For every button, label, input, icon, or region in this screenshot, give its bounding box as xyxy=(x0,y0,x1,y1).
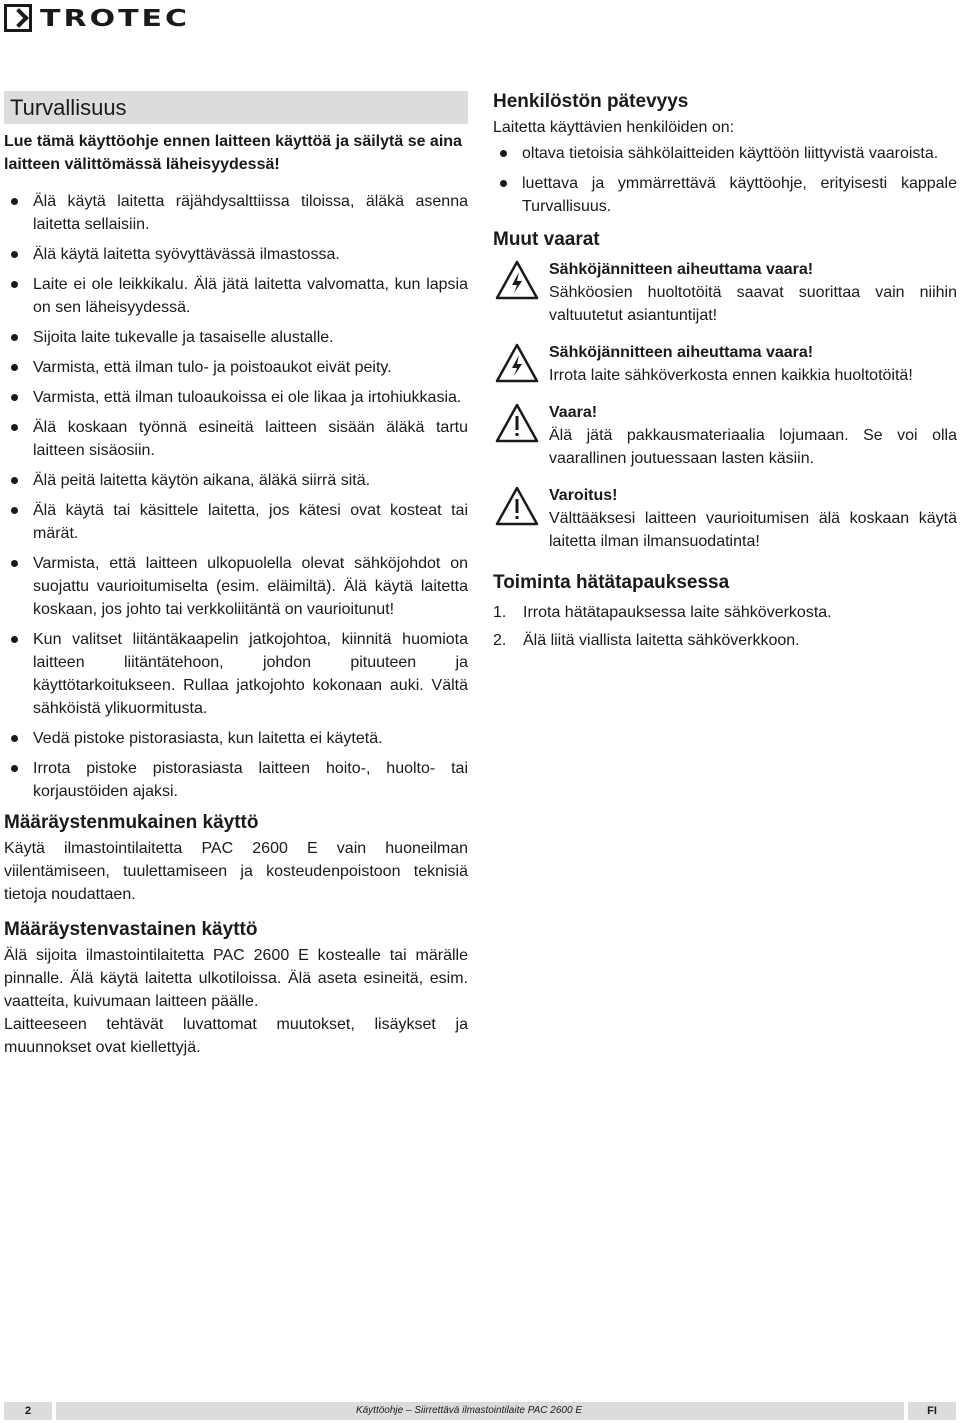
safety-list xyxy=(4,190,468,803)
list-item: Älä käytä laitetta räjähdysalttiissa tiloissa, äläkä asenna laitetta sellaisiin. xyxy=(4,190,468,236)
warning-text: Välttääksesi laitteen vaurioitumisen älä koskaan käytä laitetta ilman ilmansuodatinta! xyxy=(549,510,957,550)
bullet-icon xyxy=(11,281,18,288)
bullet-icon xyxy=(11,560,18,567)
warning-block xyxy=(493,258,957,327)
logo-mark-icon xyxy=(4,4,32,32)
warning-title: Vaara! xyxy=(549,404,598,421)
improper-use-heading: Määräystenvastainen käyttö xyxy=(4,919,258,940)
list-item: Varmista, että ilman tulo- ja poistoaukot eivät peity. xyxy=(4,356,468,379)
bullet-icon xyxy=(500,180,507,187)
warning-title: Sähköjännitteen aiheuttama vaara! xyxy=(549,344,814,361)
intended-use-text: Käytä ilmastointilaitetta PAC 2600 E vain huoneilman viilentämiseen, tuulettamiseen ja kosteudenpoistoon teknisiä tietoja noudattaen. xyxy=(4,840,468,903)
bullet-icon xyxy=(11,636,18,643)
qualification-heading: Henkilöstön pätevyys xyxy=(493,91,689,112)
warning-title: Sähköjännitteen aiheuttama vaara! xyxy=(549,261,814,278)
bullet-icon xyxy=(11,251,18,258)
list-item: Varmista, että laitteen ulkopuolella olevat sähköjohdot on suojattu vaurioitumiselta (esim. eläimiltä). Älä käytä laitetta koskaan, jos johto tai verkkoliitäntä on vaurioitunut! xyxy=(4,552,468,621)
list-item: Kun valitset liitäntäkaapelin jatkojohtoa, kiinnitä huomiota laitteen liitäntätehoon, johdon pituuteen ja käyttötarkoitukseen. Rullaa jatkojohto kokonaan auki. Vältä sähköistä ylikuormitusta. xyxy=(4,628,468,720)
list-item: Älä käytä tai käsittele laitetta, jos kätesi ovat kosteat tai märät. xyxy=(4,499,468,545)
left-column xyxy=(4,91,468,1059)
list-item: Älä koskaan työnnä esineitä laitteen sisään äläkä tartu laitteen sisäosiin. xyxy=(4,416,468,462)
list-item: 1. Irrota hätätapauksessa laite sähköverkosta. xyxy=(493,604,832,621)
bullet-icon xyxy=(500,150,507,157)
other-hazards-heading: Muut vaarat xyxy=(493,229,600,250)
warning-block xyxy=(493,341,957,387)
safety-intro: Lue tämä käyttöohje ennen laitteen käyttöä ja säilytä se aina laitteen välittömässä läheisyydessä! xyxy=(4,133,462,173)
trotec-logo xyxy=(4,4,190,32)
footer-title: Käyttöohje – Siirrettävä ilmastointilaite PAC 2600 E xyxy=(56,1402,904,1420)
list-item: Älä peitä laitetta käytön aikana, äläkä siirrä sitä. xyxy=(4,469,468,492)
list-item: Vedä pistoke pistorasiasta, kun laitetta ei käytetä. xyxy=(4,727,468,750)
bullet-icon xyxy=(11,198,18,205)
list-item: Sijoita laite tukevalle ja tasaiselle alustalle. xyxy=(4,326,468,349)
right-column xyxy=(493,90,957,657)
qualification-list xyxy=(493,142,957,218)
language-code: FI xyxy=(908,1402,956,1420)
list-item: Älä käytä laitetta syövyttävässä ilmastossa. xyxy=(4,243,468,266)
improper-use-text: Älä sijoita ilmastointilaitetta PAC 2600 E kostealle tai märälle pinnalle. Älä käytä laitetta ulkotiloissa. Älä aseta esineitä, esim. vaatteita, kuivumaan laitteen päälle. xyxy=(4,947,468,1010)
list-item: oltava tietoisia sähkölaitteiden käyttöön liittyvistä vaaroista. xyxy=(493,142,957,165)
warning-text: Irrota laite sähköverkosta ennen kaikkia huoltotöitä! xyxy=(549,367,913,384)
bullet-icon xyxy=(11,765,18,772)
emergency-steps xyxy=(493,601,957,652)
warning-title: Varoitus! xyxy=(549,487,618,504)
bullet-icon xyxy=(11,394,18,401)
intended-use-heading: Määräystenmukainen käyttö xyxy=(4,812,259,833)
electric-hazard-icon xyxy=(495,260,539,300)
list-item: Varmista, että ilman tuloaukoissa ei ole likaa ja irtohiukkasia. xyxy=(4,386,468,409)
bullet-icon xyxy=(11,364,18,371)
list-item: luettava ja ymmärrettävä käyttöohje, erityisesti kappale Turvallisuus. xyxy=(493,172,957,218)
warning-icon xyxy=(495,486,539,526)
list-item: Irrota pistoke pistorasiasta laitteen hoito-, huolto- tai korjaustöiden ajaksi. xyxy=(4,757,468,803)
warning-text: Sähköosien huoltotöitä saavat suorittaa vain niihin valtuutetut asiantuntijat! xyxy=(549,284,957,324)
bullet-icon xyxy=(11,424,18,431)
improper-use-text-2: Laitteeseen tehtävät luvattomat muutokset, lisäykset ja muunnokset ovat kiellettyjä. xyxy=(4,1016,468,1056)
warning-text: Älä jätä pakkausmateriaalia lojumaan. Se voi olla vaarallinen joutuessaan lasten käsiin. xyxy=(549,427,957,467)
bullet-icon xyxy=(11,334,18,341)
section-banner xyxy=(4,91,468,124)
list-item: 2. Älä liitä viallista laitetta sähköverkkoon. xyxy=(493,632,800,649)
bullet-icon xyxy=(11,477,18,484)
warning-block xyxy=(493,401,957,470)
logo-wordmark: TROTEC xyxy=(40,4,191,32)
bullet-icon xyxy=(11,507,18,514)
list-item: Laite ei ole leikkikalu. Älä jätä laitetta valvomatta, kun lapsia on sen läheisyydessä. xyxy=(4,273,468,319)
page-footer xyxy=(4,1402,956,1420)
page-number: 2 xyxy=(4,1402,52,1420)
qualification-intro: Laitetta käyttävien henkilöiden on: xyxy=(493,119,735,136)
section-title: Turvallisuus xyxy=(10,95,127,120)
warning-block xyxy=(493,484,957,553)
bullet-icon xyxy=(11,735,18,742)
emergency-heading: Toiminta hätätapauksessa xyxy=(493,572,730,593)
electric-hazard-icon xyxy=(495,343,539,383)
warning-icon xyxy=(495,403,539,443)
